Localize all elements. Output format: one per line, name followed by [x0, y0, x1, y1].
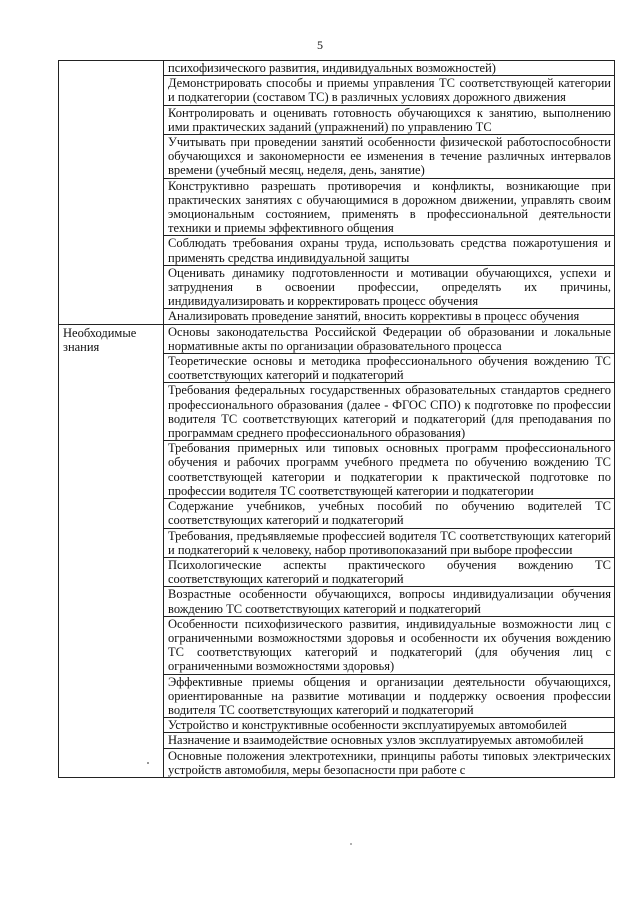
- table-cell: психофизического развития, индивидуальных возможностей): [164, 61, 615, 76]
- scan-speck: [350, 843, 352, 845]
- table-cell: Демонстрировать способы и приемы управления ТС соответствующей категории и подкатегории (составом ТС) в различных условиях дорожного движения: [164, 76, 615, 105]
- table-cell: Теоретические основы и методика профессионального обучения вождению ТС соответствующих категорий и подкатегорий: [164, 354, 615, 383]
- table-cell: Возрастные особенности обучающихся, вопросы индивидуализации обучения вождению ТС соответствующих категорий и подкатегорий: [164, 587, 615, 616]
- table-cell: Учитывать при проведении занятий особенности физической работоспособности обучающихся и закономерности ее изменения в течение различных интервалов времени (учебный месяц, неделя, день, занятие): [164, 135, 615, 179]
- table-cell: Контролировать и оценивать готовность обучающихся к занятию, выполнению ими практических заданий (упражнений) по управлению ТС: [164, 105, 615, 134]
- table-cell: Требования примерных или типовых основных программ профессионального обучения и рабочих программ учебного предмета по обучению вождению ТС соответствующей категории и подкатегории к практической подготовке по профессии водителя ТС соответствующей категории и подкатегории: [164, 441, 615, 499]
- table-cell: Анализировать проведение занятий, вносить коррективы в процесс обучения: [164, 309, 615, 324]
- table-body: [59, 61, 615, 778]
- section-label: Необходимые знания: [59, 324, 164, 777]
- table-cell: Устройство и конструктивные особенности эксплуатируемых автомобилей: [164, 718, 615, 733]
- table-cell: Конструктивно разрешать противоречия и конфликты, возникающие при практических занятиях с обучающимися в дорожном движении, управлять своим эмоциональным состоянием, применять в профессиональной деятельности техники и приемы эффективного общения: [164, 178, 615, 236]
- table-cell: Соблюдать требования охраны труда, использовать средства пожаротушения и применять средства индивидуальной защиты: [164, 236, 615, 265]
- scan-speck: [147, 762, 149, 764]
- table-row: [59, 324, 615, 353]
- table-cell: Содержание учебников, учебных пособий по обучению водителей ТС соответствующих категорий и подкатегорий: [164, 499, 615, 528]
- table-cell: Требования, предъявляемые профессией водителя ТС соответствующих категорий и подкатегорий к человеку, набор противопоказаний при выборе профессии: [164, 528, 615, 557]
- table-row: [59, 61, 615, 76]
- table-cell: Основы законодательства Российской Федерации об образовании и локальные нормативные акты по организации образовательного процесса: [164, 324, 615, 353]
- requirements-table: [58, 60, 615, 778]
- table-cell: Психологические аспекты практического обучения вождению ТС соответствующих категорий и подкатегорий: [164, 557, 615, 586]
- table-cell: Особенности психофизического развития, индивидуальные возможности лиц с ограниченными возможностями здоровья и особенности их обучения вождению ТС соответствующих категорий и подкатегорий (для обучения лиц с ограниченными возможностями здоровья): [164, 616, 615, 674]
- table-cell: Эффективные приемы общения и организации деятельности обучающихся, ориентированные на развитие мотивации и поддержку освоения профессии водителя ТС соответствующих категорий и подкатегорий: [164, 674, 615, 718]
- page-number: 5: [317, 38, 323, 52]
- table-cell: Требования федеральных государственных образовательных стандартов среднего профессионального образования (далее - ФГОС СПО) к подготовке по профессии водителя ТС соответствующих категорий и подкатегорий (для преподавания по программам среднего профессионального образования): [164, 383, 615, 441]
- table-cell: Оценивать динамику подготовленности и мотивации обучающихся, успехи и затруднения в освоении профессии, определять их причины, индивидуализировать и корректировать процесс обучения: [164, 265, 615, 309]
- table-cell: Назначение и взаимодействие основных узлов эксплуатируемых автомобилей: [164, 733, 615, 748]
- table-cell: Основные положения электротехники, принципы работы типовых электрических устройств автомобиля, меры безопасности при работе с: [164, 748, 615, 777]
- section-label: [59, 61, 164, 325]
